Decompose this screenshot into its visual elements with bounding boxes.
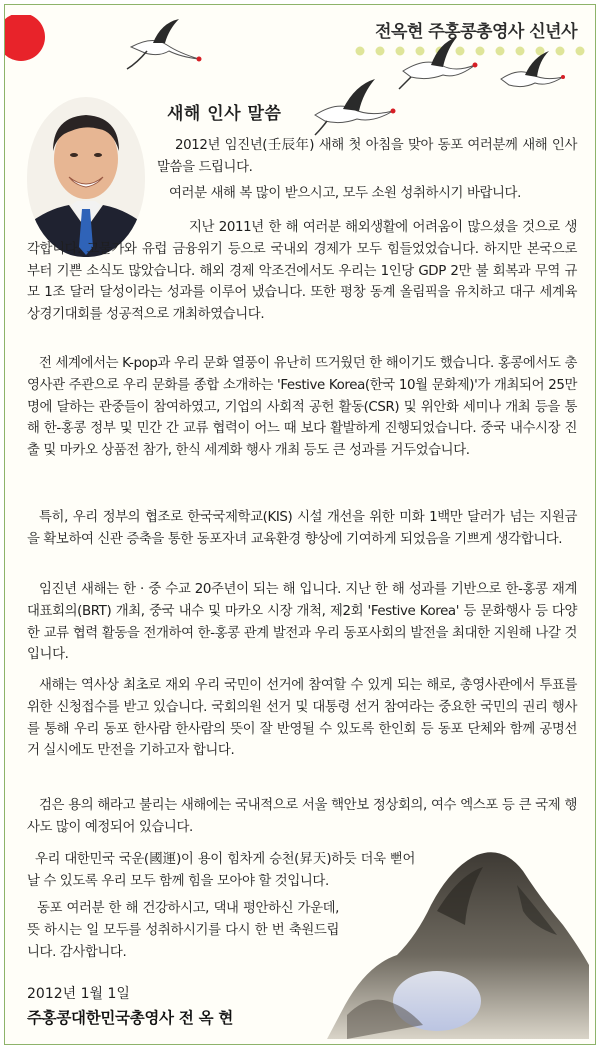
letter-date: 2012년 1월 1일 bbox=[27, 986, 130, 1002]
letter-signature: 주홍콩대한민국총영사 전 옥 현 bbox=[27, 1009, 234, 1027]
paragraph-10: 동포 여러분 한 해 건강하시고, 댁내 평안하신 가운데, 뜻 하시는 일 모두를 성취하시기를 다시 한 번 축원드립니다. 감사합니다. bbox=[27, 901, 339, 960]
crane-illustration-3 bbox=[397, 35, 479, 91]
paragraph-9: 우리 대한민국 국운(國運)이 용이 힘차게 승천(昇天)하듯 더욱 뻗어날 수 있도록 우리 모두 함께 힘을 모아야 할 것입니다. bbox=[27, 852, 415, 889]
paragraph-6: 임진년 새해는 한 · 중 수교 20주년이 되는 해 입니다. 지난 한 해 성과를 기반으로 한-홍콩 재계대표회의(BRT) 개최, 중국 내수 및 마카오 시장 개척, 제2회 'Festive Korea' 등 문화행사 등 다양한 교류 협력 활동을 전개하여 한-홍콩 관계 발전과 우리 동포사회의 발전을 최대한 지원해 나갈 것입니다. bbox=[27, 582, 577, 663]
paragraph-8: 검은 용의 해라고 불리는 새해에는 국내적으로 서울 핵안보 정상회의, 여수 엑스포 등 큰 국제 행사도 많이 예정되어 있습니다. bbox=[27, 798, 577, 835]
crane-illustration-2 bbox=[311, 75, 397, 137]
crane-illustration-1 bbox=[123, 17, 205, 73]
paragraph-3: 지난 2011년 한 해 여러분 해외생활에 어려움이 많으셨을 것으로 생각합니다. 고물가와 유럽 금융위기 등으로 국내외 경제가 모두 힘들었었습니다. 하지만 본국으로 부터 기쁜 소식도 많았습니다. 해외 경제 악조건에서도 우리는 1인당 GDP 2만 불 회복과 무역 규모 1조 달러 달성이라는 성과를 이루어 냈습니다. 또한 평창 동계 올림픽을 유치하고 대구 세계육상경기대회를 성공적으로 개최하였습니다. bbox=[27, 220, 577, 323]
paragraph-7: 새해는 역사상 최초로 재외 우리 국민이 선거에 참여할 수 있게 되는 해로, 총영사관에서 투표를 위한 신청접수를 받고 있습니다. 국회의원 선거 및 대통령 선거 참여라는 중요한 국민의 권리 행사를 통해 우리 동포 한사람 한사람의 뜻이 잘 반영될 수 있도록 한인회 등 동포 단체와 함께 공명선거 실시에도 만전을 기하고자 합니다. bbox=[27, 678, 577, 759]
letter-heading: 새해 인사 말씀 bbox=[167, 104, 282, 124]
paragraph-1: 2012년 임진년(壬辰年) 새해 첫 아침을 맞아 동포 여러분께 새해 인사 말씀을 드립니다. bbox=[157, 138, 577, 175]
paragraph-5: 특히, 우리 정부의 협조로 한국국제학교(KIS) 시설 개선을 위한 미화 1백만 달러가 넘는 지원금을 확보하여 신관 증축을 통한 동포자녀 교육환경 향상에 기여하게 되었음을 기쁘게 생각합니다. bbox=[27, 510, 577, 547]
ink-mountain-illustration bbox=[327, 815, 589, 1039]
header-title: 전옥현 주홍콩총영사 신년사 bbox=[375, 22, 577, 42]
crane-illustration-4 bbox=[497, 49, 567, 97]
paragraph-2: 여러분 새해 복 많이 받으시고, 모두 소원 성취하시기 바랍니다. bbox=[169, 186, 521, 201]
letter-page bbox=[4, 4, 596, 1045]
paragraph-4: 전 세계에서는 K-pop과 우리 문화 열풍이 유난히 뜨거웠던 한 해이기도 했습니다. 홍콩에서도 총영사관 주관으로 우리 문화를 종합 소개하는 'Festive Korea(한국 10월 문화제)'가 개최되어 25만 명에 달하는 관중들이 참여하였고, 기업의 사회적 공헌 활동(CSR) 및 위안화 세미나 개최 등을 통해 한-홍콩 정부 및 민간 간 교류 협력이 어느 때 보다 활발하게 진행되었습니다. 중국 내수시장 진출 및 마카오 상품전 참가, 한식 세계화 행사 개최 등도 큰 성과를 거두었습니다. bbox=[27, 356, 577, 459]
